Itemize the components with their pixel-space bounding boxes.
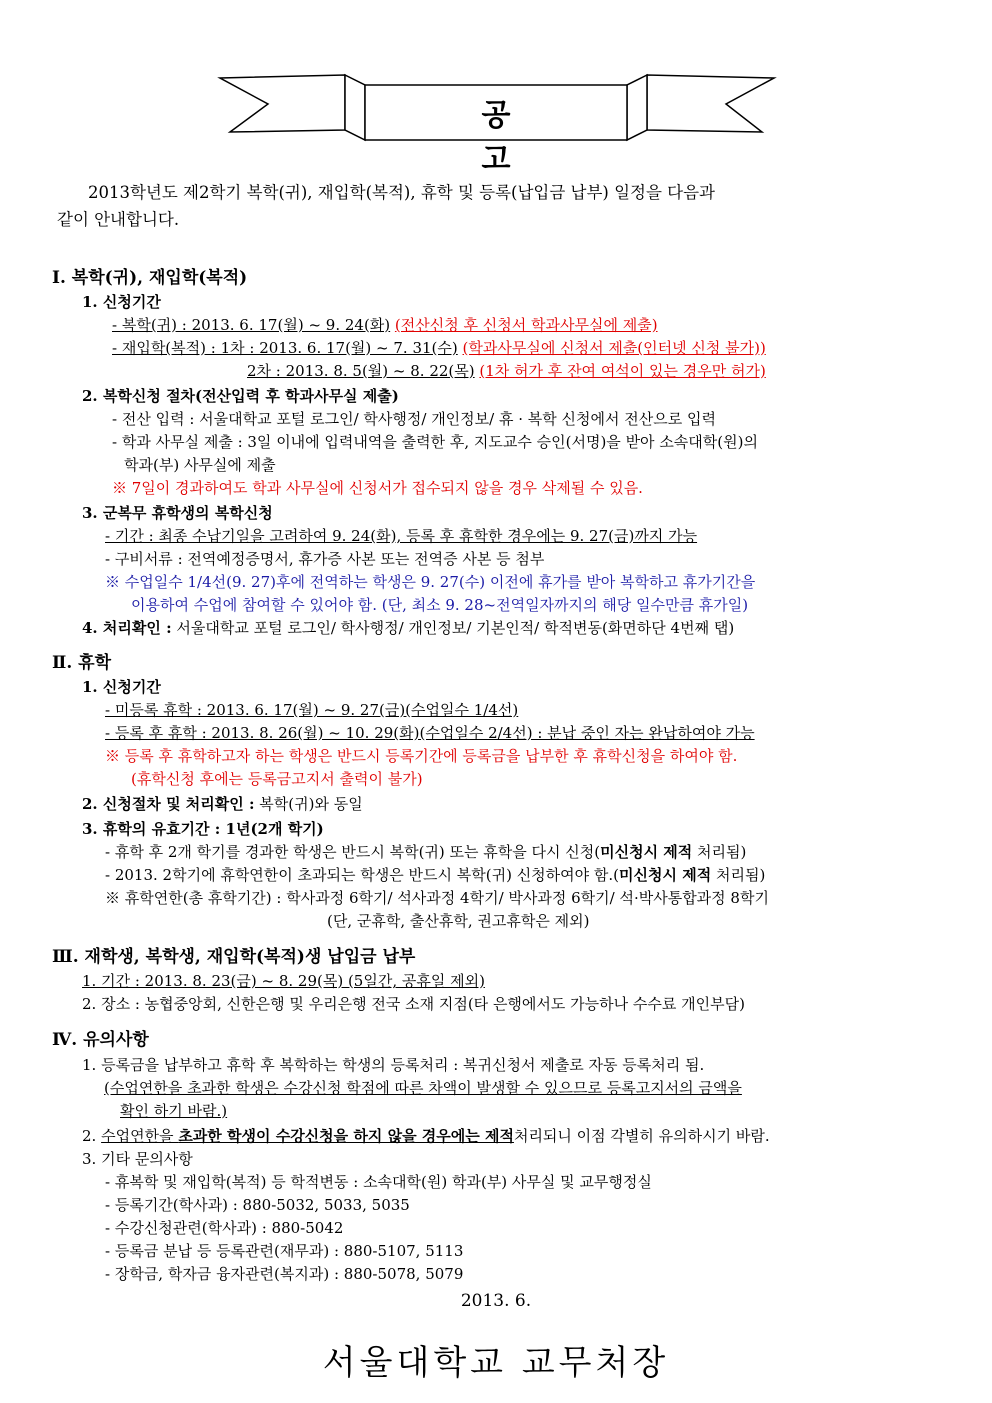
s2-p1-note1: ※ 등록 후 휴학하고자 하는 학생은 반드시 등록기간에 등록금을 납부한 후 휴학신청을 하여야 함. (105, 747, 738, 765)
s4-line6: - 휴복학 및 재입학(복적) 등 학적변동 : 소속대학(원) 학과(부) 사무실 및 교무행정실 (105, 1173, 652, 1191)
s4-l4-c: 초과한 학생이 수강신청을 하지 않을 경우에는 제적 (178, 1127, 514, 1145)
s2-p1-line2: - 등록 후 휴학 : 2013. 8. 26(월) ~ 10. 29(화)(수업일수 2/4선) : 분납 중인 자는 완납하여야 가능 (105, 724, 755, 742)
s1-p1-l3-note: (1차 허가 후 잔여 여석이 있는 경우만 허가) (479, 362, 766, 380)
s1-p2-note: ※ 7일이 경과하여도 학과 사무실에 신청서가 접수되지 않을 경우 삭제될 수 있음. (112, 479, 643, 497)
s2-p2-text: 복학(귀)와 동일 (259, 795, 363, 813)
s1-p1-l2-note: (학과사무실에 신청서 제출(인터넷 신청 불가)) (462, 339, 766, 357)
s3-line1: 1. 기간 : 2013. 8. 23(금) ~ 8. 29(목) (5일간, 공휴일 제외) (82, 972, 485, 990)
s1-p1-line2 (112, 338, 766, 358)
s2-p3-l1-a: - 휴학 후 2개 학기를 경과한 학생은 반드시 복학(귀) 또는 휴학을 다시 신청( (105, 843, 601, 861)
s1-p3-line1: - 기간 : 최종 수납기일을 고려하여 9. 24(화), 등록 후 휴학한 경우에는 9. 27(금)까지 가능 (105, 527, 698, 545)
s2-p3-l2-c: 처리됨) (711, 866, 766, 884)
s1-p1-line1 (112, 315, 658, 335)
s4-line9: - 등록금 분납 등 등록관련(재무과) : 880-5107, 5113 (105, 1242, 464, 1260)
s4-line1: 1. 등록금을 납부하고 휴학 후 복학하는 학생의 등록처리 : 복귀신청서 제출로 자동 등록처리 됨. (82, 1056, 705, 1074)
s1-p1-title: 1. 신청기간 (82, 293, 161, 311)
s1-p4-line (82, 618, 734, 638)
s1-p2-line2: - 학과 사무실 제출 : 3일 이내에 입력내역을 출력한 후, 지도교수 승인(서명)을 받아 소속대학(원)의 (112, 433, 758, 451)
s1-p1-line3 (247, 361, 766, 381)
section-3-heading: Ⅲ. 재학생, 복학생, 재입학(복적)생 납입금 납부 (52, 947, 416, 967)
s1-p3-note1: ※ 수업일수 1/4선(9. 27)후에 전역하는 학생은 9. 27(수) 이전에 휴가를 받아 복학하고 휴가기간을 (105, 573, 756, 591)
s1-p1-l2-date: - 재입학(복적) : 1차 : 2013. 6. 17(월) ~ 7. 31(수) (112, 339, 458, 357)
s1-p3-title: 3. 군복무 휴학생의 복학신청 (82, 504, 273, 522)
intro-line-2: 같이 안내합니다. (57, 210, 180, 229)
s2-p1-title: 1. 신청기간 (82, 678, 161, 696)
s2-p3-line3: ※ 휴학연한(총 휴학기간) : 학사과정 6학기/ 석사과정 4학기/ 박사과정 6학기/ 석·박사통합과정 8학기 (105, 889, 769, 907)
section-4-heading: Ⅳ. 유의사항 (52, 1030, 149, 1050)
s4-l4-a: 2. (82, 1127, 102, 1145)
page-title: 공 고 (481, 98, 573, 177)
s4-l4-d: 처리되니 이점 각별히 유의하시기 바람. (513, 1127, 770, 1145)
s2-p1-note2: (휴학신청 후에는 등록금고지서 출력이 불가) (131, 770, 423, 788)
s1-p2-title: 2. 복학신청 절차(전산입력 후 학과사무실 제출) (82, 387, 399, 405)
s1-p1-l1-date: - 복학(귀) : 2013. 6. 17(월) ~ 9. 24(화) (112, 316, 391, 334)
signature: 서울대학교 교무처장 (322, 1343, 670, 1383)
s1-p4-title: 4. 처리확인 : (82, 619, 172, 637)
s2-p3-l1-b: 미신청시 제적 (600, 843, 693, 861)
s2-p3-line1 (105, 842, 746, 862)
s1-p3-line2: - 구비서류 : 전역예정증명서, 휴가증 사본 또는 전역증 사본 등 첨부 (105, 550, 545, 568)
s2-p3-l1-c: 처리됨) (692, 843, 747, 861)
s1-p2-line1: - 전산 입력 : 서울대학교 포털 로그인/ 학사행정/ 개인정보/ 휴 · 복학 신청에서 전산으로 입력 (112, 410, 716, 428)
s2-p3-l2-a: - 2013. 2학기에 휴학연한이 초과되는 학생은 반드시 복학(귀) 신청하여야 함.( (105, 866, 620, 884)
s2-p3-title: 3. 휴학의 유효기간 : 1년(2개 학기) (82, 820, 324, 838)
s2-p3-line4: (단, 군휴학, 출산휴학, 권고휴학은 제외) (327, 912, 590, 930)
s1-p2-line3: 학과(부) 사무실에 제출 (124, 456, 276, 474)
s4-line10: - 장학금, 학자금 융자관련(복지과) : 880-5078, 5079 (105, 1265, 464, 1283)
s1-p3-note2: 이용하여 수업에 참여할 수 있어야 함. (단, 최소 9. 28~전역일자까지의 해당 일수만큼 휴가일) (131, 596, 749, 614)
notice-date: 2013. 6. (460, 1291, 532, 1311)
s4-line3: 확인 하기 바람.) (120, 1102, 228, 1120)
s4-l4-b: 수업연한을 (101, 1127, 179, 1145)
s4-line7: - 등록기간(학사과) : 880-5032, 5033, 5035 (105, 1196, 410, 1214)
s4-line8: - 수강신청관련(학사과) : 880-5042 (105, 1219, 344, 1237)
s2-p3-line2 (105, 865, 765, 885)
s2-p3-l2-b: 미신청시 제적 (619, 866, 712, 884)
s1-p1-l1-note: (전산신청 후 신청서 학과사무실에 제출) (394, 316, 658, 334)
section-2-heading: Ⅱ. 휴학 (52, 653, 112, 673)
s3-line2: 2. 장소 : 농협중앙회, 신한은행 및 우리은행 전국 소재 지점(타 은행에서도 가능하나 수수료 개인부담) (82, 995, 745, 1013)
s2-p2-title: 2. 신청절차 및 처리확인 : (82, 795, 255, 813)
section-1-heading: Ⅰ. 복학(귀), 재입학(복적) (52, 268, 248, 288)
s4-line2: (수업연한을 초과한 학생은 수강신청 학점에 따른 차액이 발생할 수 있으므로 등록고지서의 금액을 (104, 1079, 742, 1097)
s2-p2-line (82, 794, 363, 814)
s1-p1-l3-date: 2차 : 2013. 8. 5(월) ~ 8. 22(목) (247, 362, 475, 380)
s4-line5: 3. 기타 문의사항 (82, 1150, 193, 1168)
intro-line-1: 2013학년도 제2학기 복학(귀), 재입학(복적), 휴학 및 등록(납입금 납부) 일정을 다음과 (88, 183, 715, 202)
s2-p1-line1: - 미등록 휴학 : 2013. 6. 17(월) ~ 9. 27(금)(수업일수 1/4선) (105, 701, 519, 719)
s4-line4 (82, 1126, 770, 1146)
s1-p4-text: 서울대학교 포털 로그인/ 학사행정/ 개인정보/ 기본인적/ 학적변동(화면하단 4번째 탭) (176, 619, 735, 637)
